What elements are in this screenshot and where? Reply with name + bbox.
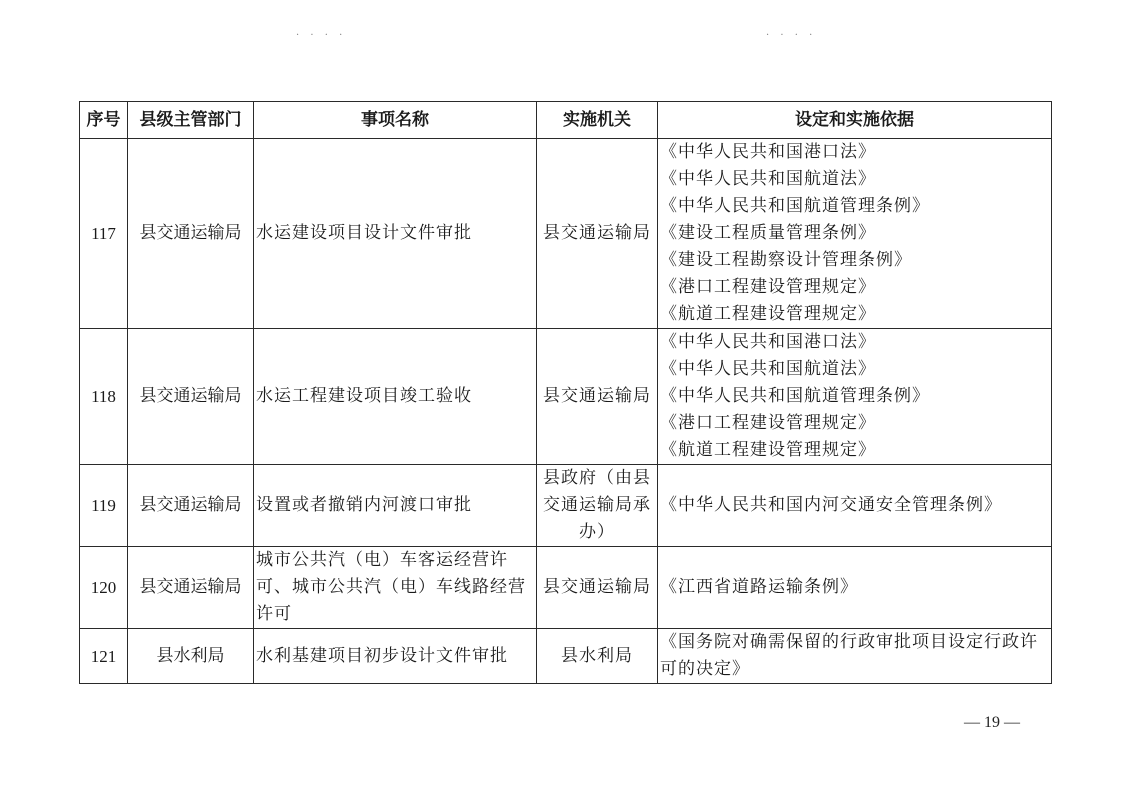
- row-basis: [658, 465, 1052, 547]
- basis-line: 《中华人民共和国港口法》: [660, 332, 876, 352]
- basis-line: 《航道工程建设管理规定》: [660, 304, 876, 324]
- row-agency: 县交通运输局: [537, 139, 658, 329]
- row-no: 120: [80, 547, 128, 629]
- header-no: 序号: [80, 102, 128, 139]
- row-item-name: 水运工程建设项目竣工验收: [254, 329, 537, 465]
- basis-line: 《中华人民共和国航道法》: [660, 359, 876, 379]
- row-basis: [658, 547, 1052, 629]
- approval-items-table: [79, 101, 1052, 684]
- row-basis: [658, 329, 1052, 465]
- basis-line: 《航道工程建设管理规定》: [660, 440, 876, 460]
- page-number: — 19 —: [964, 714, 1020, 731]
- header-basis: 设定和实施依据: [658, 102, 1052, 139]
- row-no: 119: [80, 465, 128, 547]
- row-dept: 县交通运输局: [128, 547, 254, 629]
- row-dept: 县交通运输局: [128, 139, 254, 329]
- table-row: [80, 465, 1052, 547]
- basis-line: 《港口工程建设管理规定》: [660, 413, 876, 433]
- row-agency: 县交通运输局: [537, 547, 658, 629]
- row-item-name: 水利基建项目初步设计文件审批: [254, 629, 537, 684]
- scan-artifact: · · · ·: [766, 30, 817, 41]
- basis-line: 《中华人民共和国港口法》: [660, 142, 876, 162]
- row-no: 121: [80, 629, 128, 684]
- table-header-row: [80, 102, 1052, 139]
- row-dept: 县交通运输局: [128, 465, 254, 547]
- row-agency: 县政府（由县交通运输局承办）: [537, 465, 658, 547]
- row-item-name: 水运建设项目设计文件审批: [254, 139, 537, 329]
- table-row: [80, 629, 1052, 684]
- row-dept: 县交通运输局: [128, 329, 254, 465]
- row-item-name: 设置或者撤销内河渡口审批: [254, 465, 537, 547]
- row-agency: 县水利局: [537, 629, 658, 684]
- header-agency: 实施机关: [537, 102, 658, 139]
- row-item-name: 城市公共汽（电）车客运经营许可、城市公共汽（电）车线路经营许可: [254, 547, 537, 629]
- row-basis: [658, 139, 1052, 329]
- table-row: [80, 329, 1052, 465]
- row-agency: 县交通运输局: [537, 329, 658, 465]
- row-dept: 县水利局: [128, 629, 254, 684]
- table-row: [80, 139, 1052, 329]
- header-item-name: 事项名称: [254, 102, 537, 139]
- basis-line: 《建设工程勘察设计管理条例》: [660, 250, 912, 270]
- basis-line: 《中华人民共和国航道法》: [660, 169, 876, 189]
- basis-line: 《建设工程质量管理条例》: [660, 223, 876, 243]
- basis-line: 《中华人民共和国内河交通安全管理条例》: [660, 495, 1002, 515]
- row-no: 117: [80, 139, 128, 329]
- row-no: 118: [80, 329, 128, 465]
- basis-line: 《江西省道路运输条例》: [660, 577, 858, 597]
- table-row: [80, 547, 1052, 629]
- scan-artifact: · · · ·: [296, 30, 347, 41]
- row-basis: 《国务院对确需保留的行政审批项目设定行政许可的决定》: [658, 629, 1052, 684]
- basis-line: 《中华人民共和国航道管理条例》: [660, 196, 930, 216]
- header-dept: 县级主管部门: [128, 102, 254, 139]
- basis-line: 《港口工程建设管理规定》: [660, 277, 876, 297]
- basis-line: 《中华人民共和国航道管理条例》: [660, 386, 930, 406]
